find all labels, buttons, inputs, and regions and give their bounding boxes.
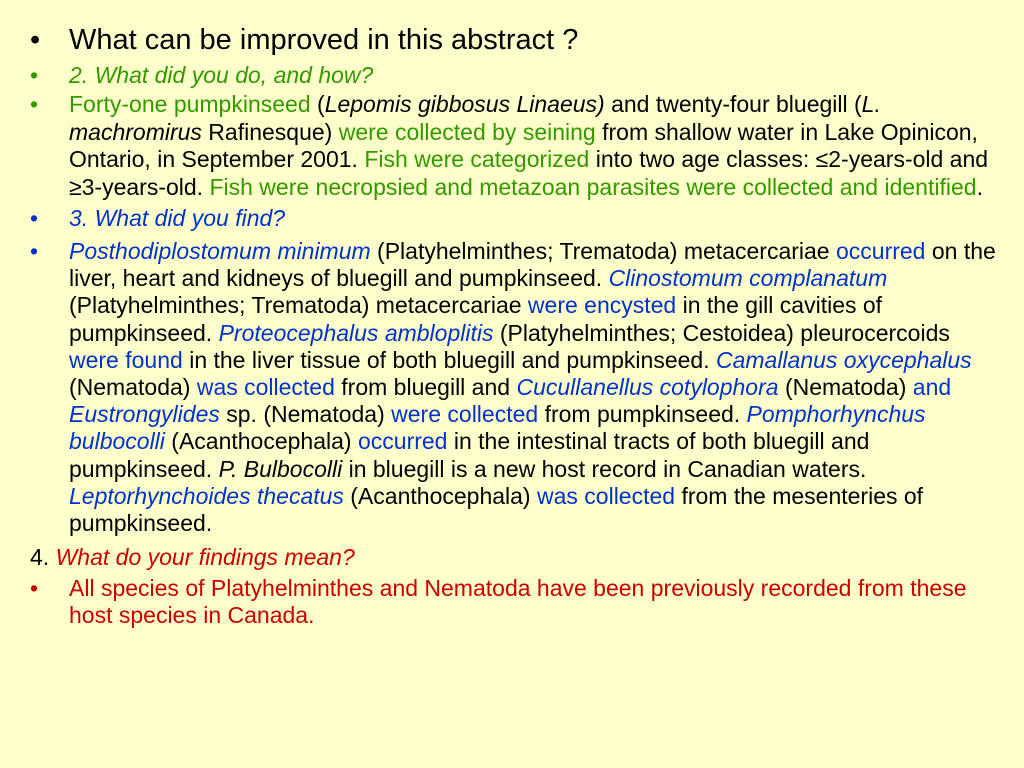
findings-verb: were found bbox=[69, 346, 183, 373]
findings-text: (Platyhelminthes; Trematoda) metacercariae bbox=[370, 238, 830, 264]
question-4-text: What do your findings mean? bbox=[49, 544, 355, 571]
question-4 bbox=[0, 544, 1000, 571]
bullet-icon: • bbox=[30, 238, 39, 264]
findings-text: on the liver, heart and kidneys of bluegill and pumpkinseed. bbox=[69, 238, 996, 292]
species-name: Posthodiplostomum minimum bbox=[69, 238, 371, 264]
question-2-text: 2. What did you do, and how? bbox=[69, 62, 374, 88]
findings-verb: occurred bbox=[351, 428, 448, 455]
question-4-number: 4. bbox=[30, 544, 50, 571]
bullet-icon: • bbox=[30, 205, 39, 231]
findings-text: (Platyhelminthes; Cestoidea) pleurocercoids bbox=[493, 319, 950, 346]
methods-text: Fish were necropsied and metazoan parasites were collected and identified bbox=[203, 173, 977, 200]
question-1-text: What can be improved in this abstract ? bbox=[69, 24, 579, 56]
findings-text: in the liver tissue of both bluegill and pumpkinseed. bbox=[182, 346, 710, 373]
findings-paragraph bbox=[0, 238, 1000, 537]
species-name: Clinostomum complanatum bbox=[608, 265, 888, 292]
findings-text: in the intestinal tracts of both bluegill and pumpkinseed. bbox=[69, 428, 870, 482]
bullet-icon: • bbox=[30, 24, 41, 56]
methods-text: ( bbox=[310, 91, 325, 117]
meaning-paragraph bbox=[0, 575, 1000, 629]
species-name: Proteocephalus ambloplitis bbox=[212, 319, 494, 346]
species-name: P. Bulbocolli bbox=[212, 455, 343, 482]
findings-text: (Acanthocephala) bbox=[343, 482, 531, 509]
findings-text: (Nematoda) bbox=[69, 374, 191, 401]
methods-text: into two age classes: ≤2-years-old and ≥3-years-old. bbox=[69, 146, 989, 200]
findings-text: (Nematoda) bbox=[778, 374, 907, 401]
question-2 bbox=[0, 62, 1000, 89]
bullet-list bbox=[0, 20, 1000, 629]
species-name: Camallanus oxycephalus bbox=[709, 346, 972, 373]
findings-text: (Platyhelminthes; Trematoda) metacercariae bbox=[69, 292, 522, 319]
findings-verb: were encysted bbox=[521, 292, 677, 319]
findings-text: sp. (Nematoda) bbox=[219, 401, 385, 428]
findings-text: (Acanthocephala) bbox=[164, 428, 352, 455]
findings-text: from the mesenteries of pumpkinseed. bbox=[69, 482, 924, 537]
findings-text: in bluegill is a new host record in Canadian waters. bbox=[342, 455, 867, 482]
methods-text: were collected by seining bbox=[332, 118, 596, 145]
bullet-icon: • bbox=[30, 62, 39, 88]
methods-text: Forty-one pumpkinseed bbox=[69, 91, 311, 117]
findings-verb: occurred bbox=[829, 238, 926, 264]
meaning-text: All species of Platyhelminthes and Nematoda have been previously recorded from these host species in Canada. bbox=[69, 575, 967, 629]
species-name: Leptorhynchoides thecatus bbox=[69, 482, 344, 509]
methods-text: . bbox=[976, 173, 983, 200]
species-name: Lepomis gibbosus Linaeus) bbox=[324, 91, 605, 117]
species-name: Eustrongylides bbox=[69, 401, 220, 428]
findings-text: from pumpkinseed. bbox=[538, 401, 741, 428]
methods-text: Rafinesque) bbox=[201, 118, 333, 145]
findings-verb: and bbox=[906, 374, 952, 401]
bullet-icon: • bbox=[30, 575, 39, 602]
species-name: L. machromirus bbox=[69, 91, 881, 145]
methods-text: Fish were categorized bbox=[357, 146, 590, 172]
bullet-icon: • bbox=[30, 91, 39, 117]
findings-verb: was collected bbox=[190, 374, 335, 401]
question-3 bbox=[0, 205, 1000, 232]
findings-verb: was collected bbox=[530, 482, 676, 509]
findings-text: from bluegill and bbox=[334, 374, 511, 401]
findings-verb: were collected bbox=[384, 401, 539, 428]
methods-paragraph bbox=[0, 91, 1000, 201]
methods-text: from shallow water in Lake Opinicon, Ontario, in September 2001. bbox=[69, 118, 978, 172]
question-3-text: 3. What did you find? bbox=[69, 205, 286, 231]
findings-text: in the gill cavities of pumpkinseed. bbox=[69, 292, 883, 346]
question-1 bbox=[0, 20, 1000, 60]
species-name: Cucullanellus cotylophora bbox=[510, 374, 779, 401]
methods-text: and twenty-four bluegill ( bbox=[604, 91, 862, 117]
species-name: Pomphorhynchus bulbocolli bbox=[69, 401, 926, 455]
